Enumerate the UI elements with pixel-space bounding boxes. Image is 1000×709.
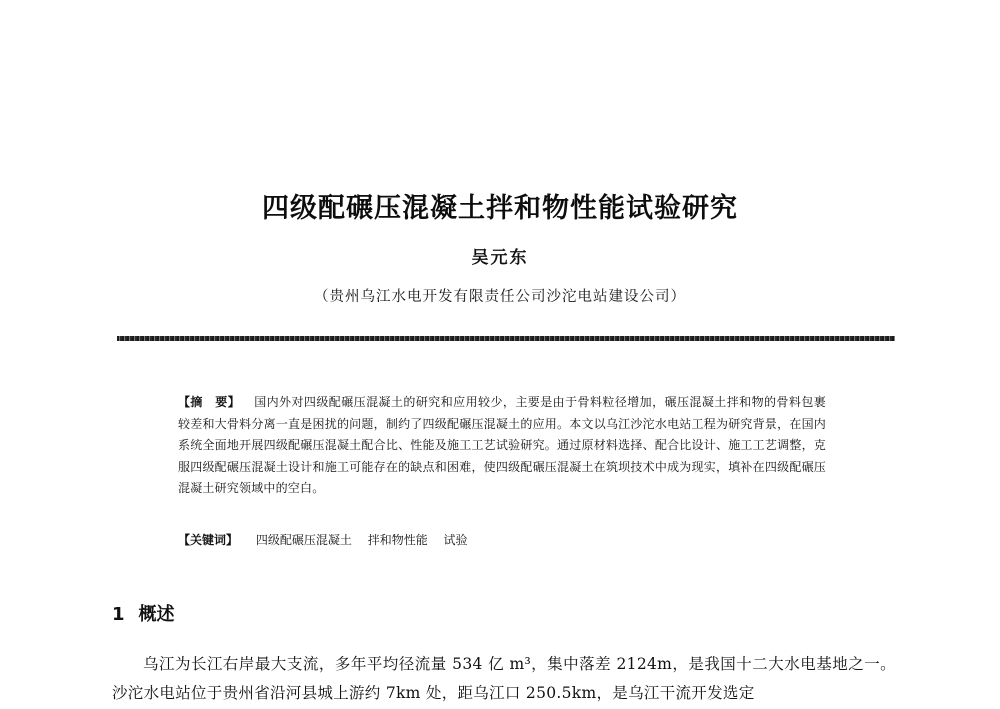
abstract-label: 【摘 要】 (178, 395, 241, 409)
section-number: 1 (112, 604, 125, 625)
affiliation: （贵州乌江水电开发有限责任公司沙沱电站建设公司） (314, 289, 686, 305)
body-paragraph: 乌江为长江右岸最大支流，多年平均径流量 534 亿 m³，集中落差 2124m，是我国十二大水电基地之一。沙沱水电站位于贵州省沿河县城上游约 7km 处，距乌江口 250.5km，是乌江干流开发选定 (112, 655, 896, 702)
keywords-label: 【关键词】 (178, 533, 239, 547)
abstract-text: 国内外对四级配碾压混凝土的研究和应用较少，主要是由于骨料粒径增加，碾压混凝土拌和物的骨料包裹较差和大骨料分离一直是困扰的问题，制约了四级配碾压混凝土的应用。本文以乌江沙沱水电站工程为研究背景，在国内系统全面地开展四级配碾压混凝土配合比、性能及施工工艺试验研究。通过原材料选择、配合比设计、施工工艺调整，克服四级配碾压混凝土设计和施工可能存在的缺点和困难，使四级配碾压混凝土在筑坝技术中成为现实，填补在四级配碾压混凝土研究领域中的空白。 (178, 395, 826, 495)
keyword: 试验 (443, 533, 468, 547)
abstract-block (178, 392, 826, 500)
paper-title: 四级配碾压混凝土拌和物性能试验研究 (262, 193, 738, 224)
header-rule (117, 336, 895, 341)
section-title: 概述 (138, 604, 175, 625)
section-heading (112, 600, 175, 626)
keyword: 四级配碾压混凝土 (255, 533, 352, 547)
keyword: 拌和物性能 (367, 533, 428, 547)
author-name: 吴元东 (471, 248, 529, 268)
keywords-block (178, 530, 480, 550)
